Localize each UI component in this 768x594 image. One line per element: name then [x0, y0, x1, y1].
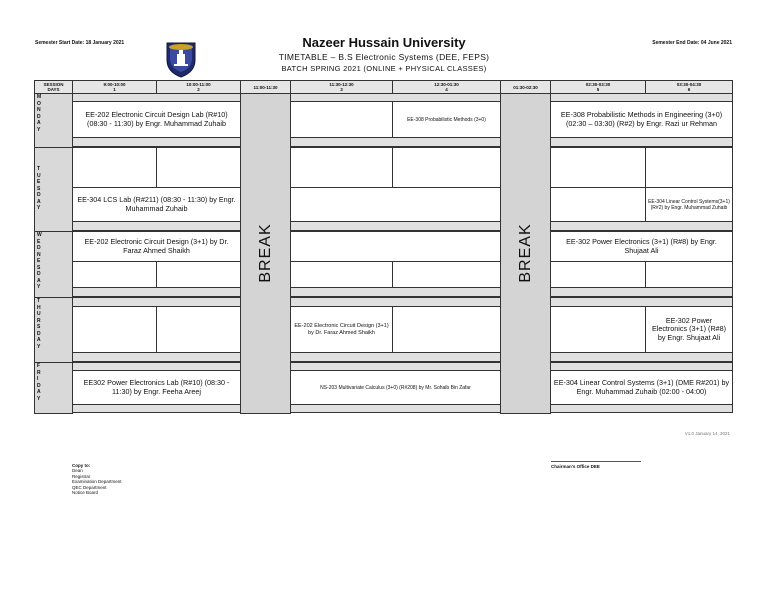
copy-to-list: [72, 463, 122, 495]
class-cell: EE302 Power Electronics Lab (R#10) (08:30 - 11:30) by Engr. Feeha Areej: [73, 371, 241, 405]
university-title: Nazeer Hussain University: [302, 35, 466, 50]
copy-to-item: Dean: [72, 468, 83, 474]
semester-end-date: Semester End Date: 04 June 2021: [652, 40, 732, 46]
slot-6-header: 03:30-04:30 6: [646, 81, 733, 94]
semester-start-date: Semester Start Date: 18 January 2021: [35, 40, 125, 46]
slot-5-header: 02:30-03:30 5: [551, 81, 646, 94]
class-cell: EE-202 Electronic Circuit Design Lab (R#10) (08:30 - 11:30) by Engr. Muhammad Zuhaib: [73, 102, 241, 138]
slot-3-header: 11:30-12:30 3: [291, 81, 393, 94]
class-cell: EE-304 Linear Control Systems (3+1) (DME R#201) by Engr. Muhammad Zuhaib (02:00 - 04:00): [551, 371, 733, 405]
class-cell: EE-302 Power Electronics (3+1) (R#8) by Engr. Shujaat Ali: [646, 307, 733, 353]
timetable-grid: [34, 80, 733, 414]
copy-to-item: QEC Department: [72, 484, 107, 490]
copy-to-item: Notice Board: [72, 490, 99, 496]
class-cell: EE-308 Probabilistic Methods (3+0): [393, 102, 501, 138]
chairman-office: Chairman's Office DEE: [551, 464, 600, 469]
day-thursday: T H U R S D A Y: [35, 298, 73, 363]
class-cell: [291, 102, 393, 138]
day-friday: F R I D A Y: [35, 363, 73, 414]
batch-title: BATCH SPRING 2021 (ONLINE + PHYSICAL CLASSES): [281, 64, 487, 73]
class-cell: EE-302 Power Electronics (3+1) (R#8) by Engr. Shujaat Ali: [551, 232, 733, 262]
break-label: BREAK: [516, 223, 534, 283]
timetable-title: TIMETABLE – B.S Electronic Systems (DEE, FEPS): [278, 52, 490, 62]
break-label: BREAK: [256, 223, 274, 283]
version-note: V1.0 January 14, 2021: [684, 431, 730, 436]
copy-to-item: Registrar: [72, 473, 91, 479]
slot-1-header: 9:00-10:00 1: [73, 81, 157, 94]
copy-to-item: Examination Department: [72, 479, 122, 485]
day-tuesday: T U E S D A Y: [35, 148, 73, 232]
slot-2-header: 10:00-11:00 2: [157, 81, 241, 94]
class-cell: EE-202 Electronic Circuit Design (3+1) by Dr. Faraz Ahmed Shaikh: [73, 232, 241, 262]
day-monday: M O N D A Y: [35, 94, 73, 148]
class-cell: EE-304 LCS Lab (R#211) (08:30 - 11:30) by Engr. Muhammad Zuhaib: [73, 188, 241, 222]
copy-to-heading: Copy to:: [72, 463, 91, 468]
break-column-2: [501, 94, 551, 414]
header-row: [35, 81, 733, 94]
day-wednesday: W E D N E S D A Y: [35, 232, 73, 298]
break-2-header: 01:30-02:30: [501, 81, 551, 94]
class-cell: NS-203 Multivariate Calculus (3+0) (R#208) by Mr. Sohaib Bin Zafar: [291, 371, 501, 405]
slot-4-header: 12:30-01:30 4: [393, 81, 501, 94]
class-cell: EE-308 Probabilistic Methods in Engineering (3+0) (02:30 – 03:30) (R#2) by Engr. Razi ur Rehman: [551, 102, 733, 138]
class-cell: EE-202 Electronic Circuit Design (3+1) by Dr. Faraz Ahmed Shaikh: [291, 307, 393, 353]
break-1-header: 11:00-11:30: [241, 81, 291, 94]
session-days-header: SESSION DAYS: [35, 81, 73, 94]
signature-line: [551, 461, 641, 462]
break-column-1: [241, 94, 291, 414]
class-cell: EE-304 Linear Control Systems(3+1) (R#2) by Engr. Muhammad Zuhaib: [646, 188, 733, 222]
